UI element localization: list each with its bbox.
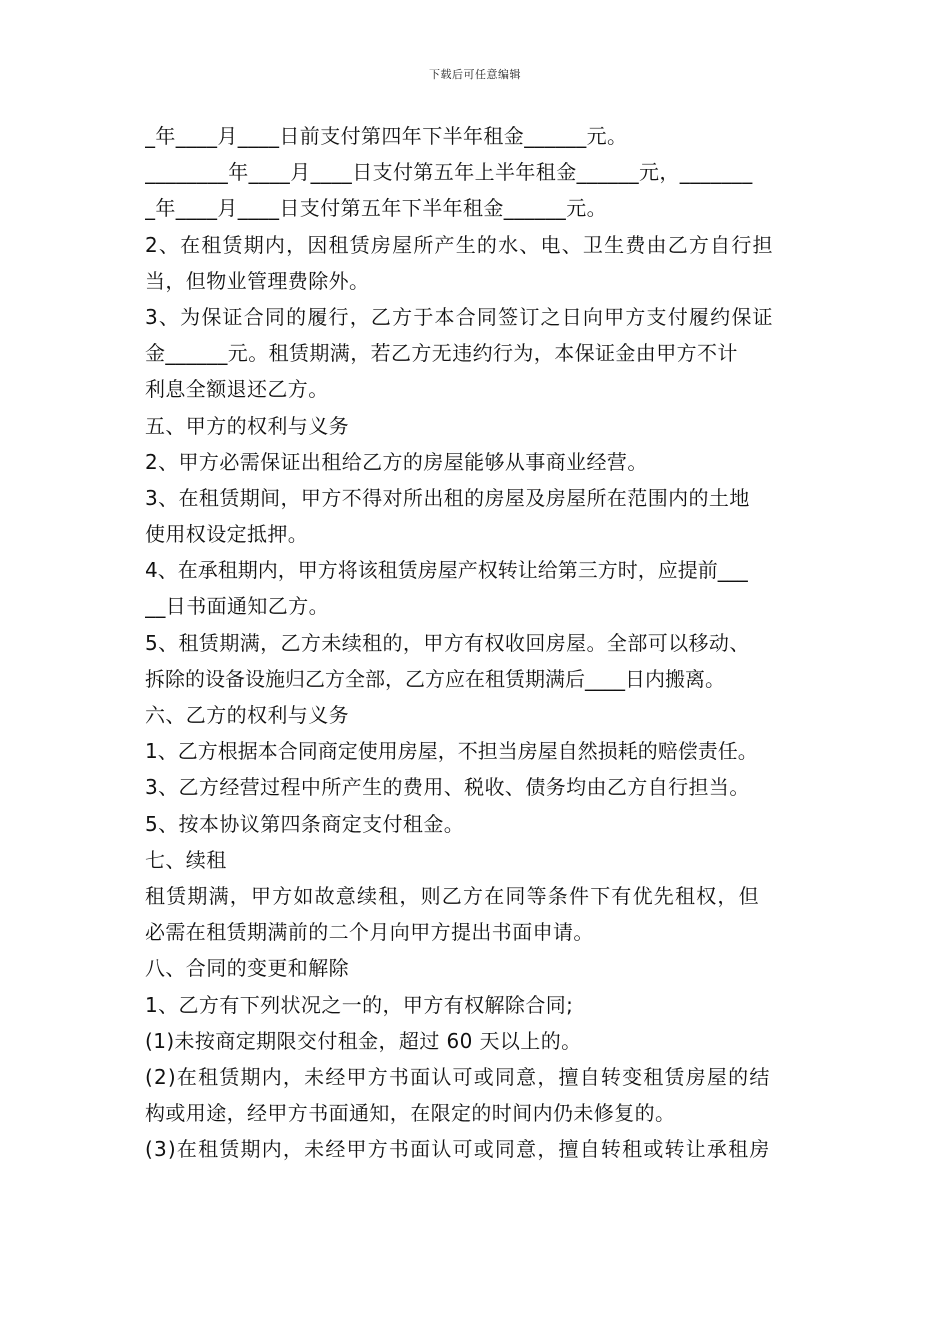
document-body (145, 118, 811, 1167)
text-line: 1、乙方根据本合同商定使用房屋，不担当房屋自然损耗的赔偿责任。 (145, 739, 758, 764)
text-line: 3、为保证合同的履行，乙方于本合同签订之日向甲方支付履约保证 (145, 304, 774, 329)
text-line: _年____月____日前支付第四年下半年租金______元。 (145, 124, 628, 148)
text-line: ________年____月____日支付第五年上半年租金______元，_______ (145, 160, 753, 185)
text-line: 使用权设定抵押。 (145, 522, 309, 547)
text-line: 1、乙方有下列状况之一的，甲方有权解除合同; (145, 992, 574, 1017)
page-header: 下载后可任意编辑 (429, 68, 521, 81)
text-line: 利息全额退还乙方。 (145, 377, 329, 402)
text-line: 拆除的设备设施归乙方全部，乙方应在租赁期满后____日内搬离。 (145, 666, 725, 691)
text-line: 金______元。租赁期满，若乙方无违约行为，本保证金由甲方不计 (145, 341, 738, 366)
section-heading: 六、乙方的权利与义务 (145, 703, 349, 727)
text-line: 2、在租赁期内，因租赁房屋所产生的水、电、卫生费由乙方自行担 (145, 232, 774, 257)
text-line: 2、甲方必需保证出租给乙方的房屋能够从事商业经营。 (145, 449, 648, 474)
text-line: 3、乙方经营过程中所产生的费用、税收、债务均由乙方自行担当。 (145, 775, 750, 800)
text-line: 构或用途，经甲方书面通知，在限定的时间内仍未修复的。 (145, 1101, 676, 1126)
text-line: (2)在租赁期内，未经甲方书面认可或同意，擅自转变租赁房屋的结 (145, 1064, 771, 1089)
text-line: 租赁期满，甲方如故意续租，则乙方在同等条件下有优先租权，但 (145, 883, 760, 908)
section-heading: 八、合同的变更和解除 (145, 956, 349, 981)
text-line: 4、在承租期内，甲方将该租赁房屋产权转让给第三方时，应提前___ (145, 558, 748, 583)
text-line: (3)在租赁期内，未经甲方书面认可或同意，擅自转租或转让承租房 (145, 1137, 771, 1162)
text-line: 5、按本协议第四条商定支付租金。 (145, 811, 465, 836)
text-line: _年____月____日支付第五年下半年租金______元。 (145, 196, 607, 221)
text-line: 当，但物业管理费除外。 (145, 268, 370, 293)
text-line: 3、在租赁期间，甲方不得对所出租的房屋及房屋所在范围内的土地 (145, 485, 750, 510)
section-heading: 七、续租 (145, 847, 227, 872)
text-line: (1)未按商定期限交付租金，超过 60 天以上的。 (145, 1028, 582, 1053)
text-line: 5、租赁期满，乙方未续租的，甲方有权收回房屋。全部可以移动、 (145, 630, 750, 655)
text-line: 必需在租赁期满前的二个月向甲方提出书面申请。 (145, 920, 594, 945)
text-line: __日书面通知乙方。 (145, 594, 329, 619)
section-heading: 五、甲方的权利与义务 (145, 413, 349, 438)
